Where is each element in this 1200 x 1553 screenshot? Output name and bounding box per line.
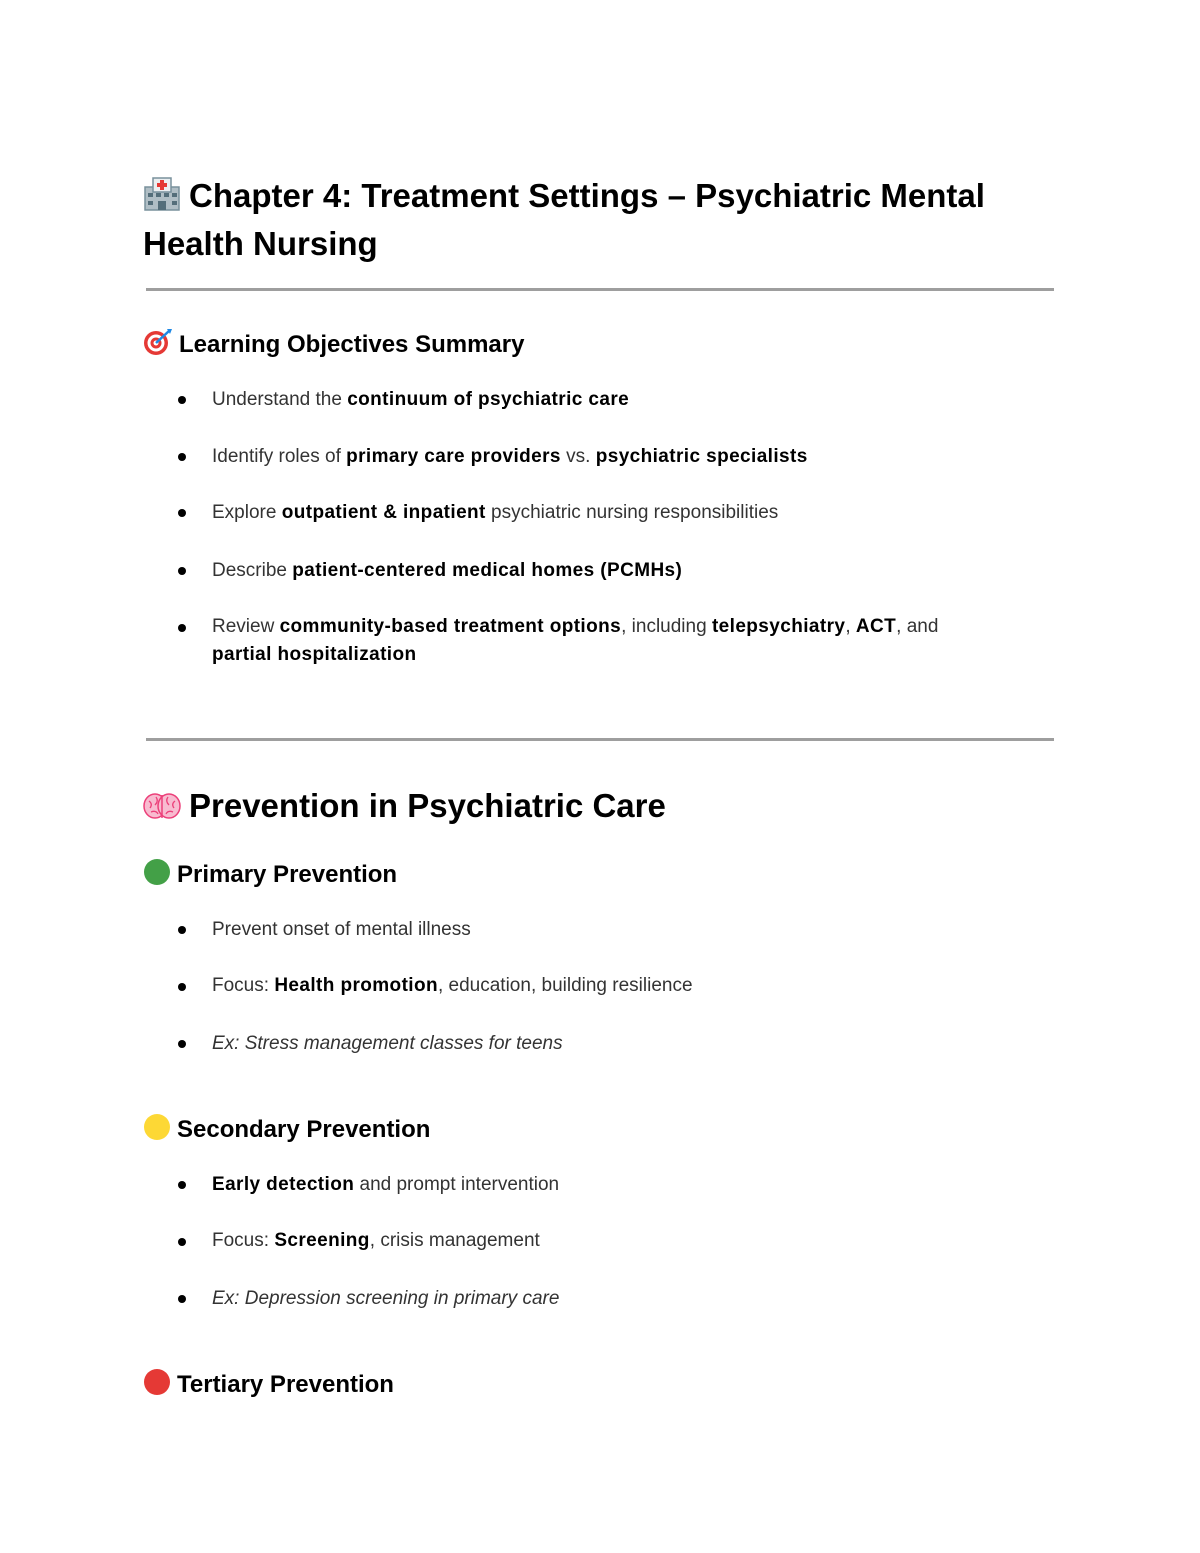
hospital-icon <box>143 177 181 222</box>
red-circle-icon <box>143 1368 171 1405</box>
secondary-item-2: Focus: Screening, crisis management <box>212 1230 540 1251</box>
bullet <box>178 453 186 461</box>
brain-icon <box>143 788 181 832</box>
prevention-heading-text: Prevention in Psychiatric Care <box>189 787 666 824</box>
secondary-item-1: Early detection and prompt intervention <box>212 1174 560 1195</box>
tertiary-prevention-heading: Tertiary Prevention <box>143 1368 394 1405</box>
divider <box>146 288 1054 291</box>
bullet <box>178 509 186 517</box>
yellow-circle-icon <box>143 1113 171 1150</box>
primary-prevention-heading: Primary Prevention <box>143 858 397 895</box>
secondary-prevention-heading: Secondary Prevention <box>143 1113 430 1150</box>
objectives-heading-text: Learning Objectives Summary <box>179 331 525 358</box>
secondary-item-3: Ex: Depression screening in primary care <box>212 1288 560 1309</box>
objective-item-2: Identify roles of primary care providers vs. psychiatric specialists <box>212 446 808 467</box>
bullet <box>178 567 186 575</box>
bullet <box>178 1181 186 1189</box>
objectives-heading <box>143 328 524 365</box>
chapter-title-text: Chapter 4: Treatment Settings – Psychiatric Mental Health Nursing <box>143 177 985 262</box>
primary-item-1: Prevent onset of mental illness <box>212 919 471 940</box>
prevention-heading <box>143 784 666 832</box>
bullet <box>178 983 186 991</box>
target-icon <box>143 328 173 365</box>
green-circle-icon <box>143 858 171 895</box>
bullet <box>178 926 186 934</box>
bullet <box>178 1238 186 1246</box>
bullet <box>178 1040 186 1048</box>
objective-item-3: Explore outpatient & inpatient psychiatric nursing responsibilities <box>212 502 779 523</box>
objective-item-5: Review community-based treatment options, including telepsychiatry, ACT, and partial hospitalization <box>212 616 939 665</box>
objective-item-4: Describe patient-centered medical homes (PCMHs) <box>212 560 683 581</box>
objective-item-1: Understand the continuum of psychiatric care <box>212 389 630 410</box>
chapter-title <box>143 174 1043 266</box>
divider <box>146 738 1054 741</box>
bullet <box>178 1295 186 1303</box>
bullet <box>178 624 186 632</box>
bullet <box>178 396 186 404</box>
primary-item-3: Ex: Stress management classes for teens <box>212 1033 563 1054</box>
primary-item-2: Focus: Health promotion, education, building resilience <box>212 975 693 996</box>
